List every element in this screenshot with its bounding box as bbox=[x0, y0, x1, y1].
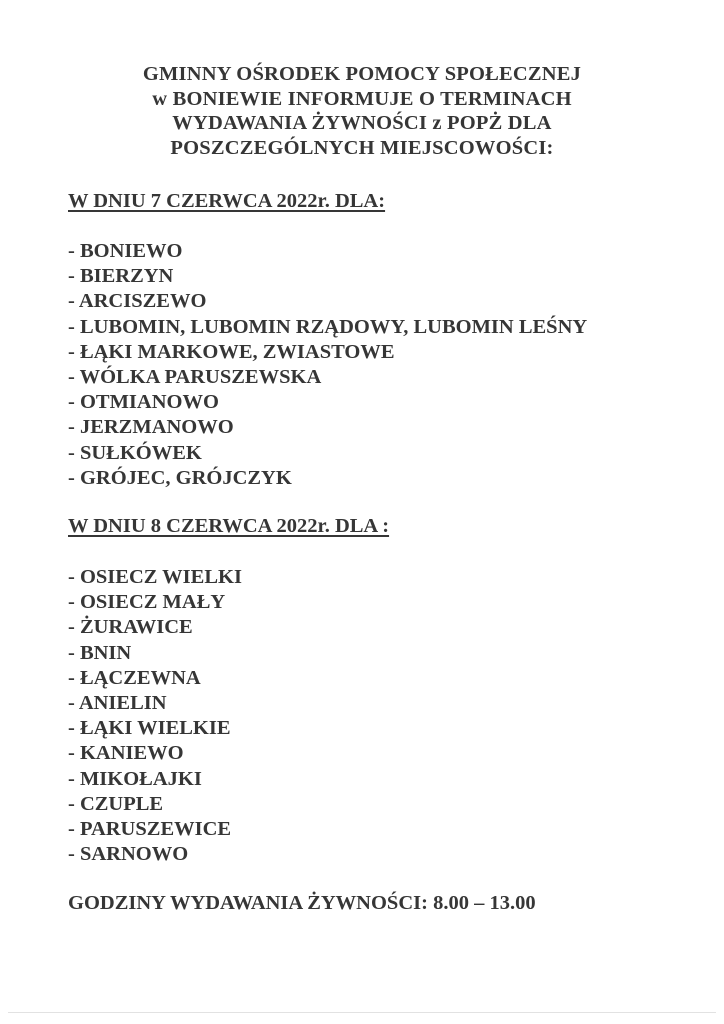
list-item: - ŻURAWICE bbox=[68, 616, 193, 639]
list-item: - OTMIANOWO bbox=[68, 391, 219, 414]
distribution-hours: GODZINY WYDAWANIA ŻYWNOŚCI: 8.00 – 13.00 bbox=[68, 892, 536, 914]
list-item: - PARUSZEWICE bbox=[68, 818, 232, 841]
list-item: - JERZMANOWO bbox=[68, 416, 234, 439]
title-line: POSZCZEGÓLNYCH MIEJSCOWOŚCI: bbox=[170, 136, 554, 159]
list-item: - KANIEWO bbox=[68, 742, 184, 765]
list-item: - ARCISZEWO bbox=[68, 290, 207, 313]
list-item: - LUBOMIN, LUBOMIN RZĄDOWY, LUBOMIN LEŚNY bbox=[68, 315, 588, 338]
section-heading-june-7: W DNIU 7 CZERWCA 2022r. DLA: bbox=[68, 190, 386, 212]
list-item: - GRÓJEC, GRÓJCZYK bbox=[68, 466, 292, 489]
title-line: GMINNY OŚRODEK POMOCY SPOŁECZNEJ bbox=[142, 63, 582, 85]
title-line: w BONIEWIE INFORMUJE O TERMINACH bbox=[152, 87, 572, 110]
list-item: - SARNOWO bbox=[68, 843, 189, 866]
document-title bbox=[0, 62, 724, 160]
list-item: - ŁĄKI WIELKIE bbox=[68, 717, 231, 740]
list-item: - MIKOŁAJKI bbox=[68, 767, 202, 790]
list-item: - ŁĄCZEWNA bbox=[68, 666, 201, 689]
list-item: - BIERZYN bbox=[68, 265, 174, 288]
list-item: - ANIELIN bbox=[68, 692, 167, 715]
locations-list-june-7 bbox=[68, 239, 587, 491]
list-item: - BONIEWO bbox=[68, 240, 183, 262]
list-item: - OSIECZ WIELKI bbox=[68, 566, 242, 588]
scan-edge-line bbox=[8, 1012, 716, 1013]
title-line: WYDAWANIA ŻYWNOŚCI z POPŻ DLA bbox=[172, 112, 552, 134]
locations-list-june-8 bbox=[68, 565, 242, 867]
list-item: - BNIN bbox=[68, 641, 132, 664]
list-item: - WÓLKA PARUSZEWSKA bbox=[68, 366, 322, 389]
list-item: - ŁĄKI MARKOWE, ZWIASTOWE bbox=[68, 340, 395, 363]
list-item: - CZUPLE bbox=[68, 792, 164, 815]
section-heading-june-8: W DNIU 8 CZERWCA 2022r. DLA : bbox=[68, 515, 390, 537]
list-item: - OSIECZ MAŁY bbox=[68, 591, 226, 614]
list-item: - SUŁKÓWEK bbox=[68, 441, 202, 464]
